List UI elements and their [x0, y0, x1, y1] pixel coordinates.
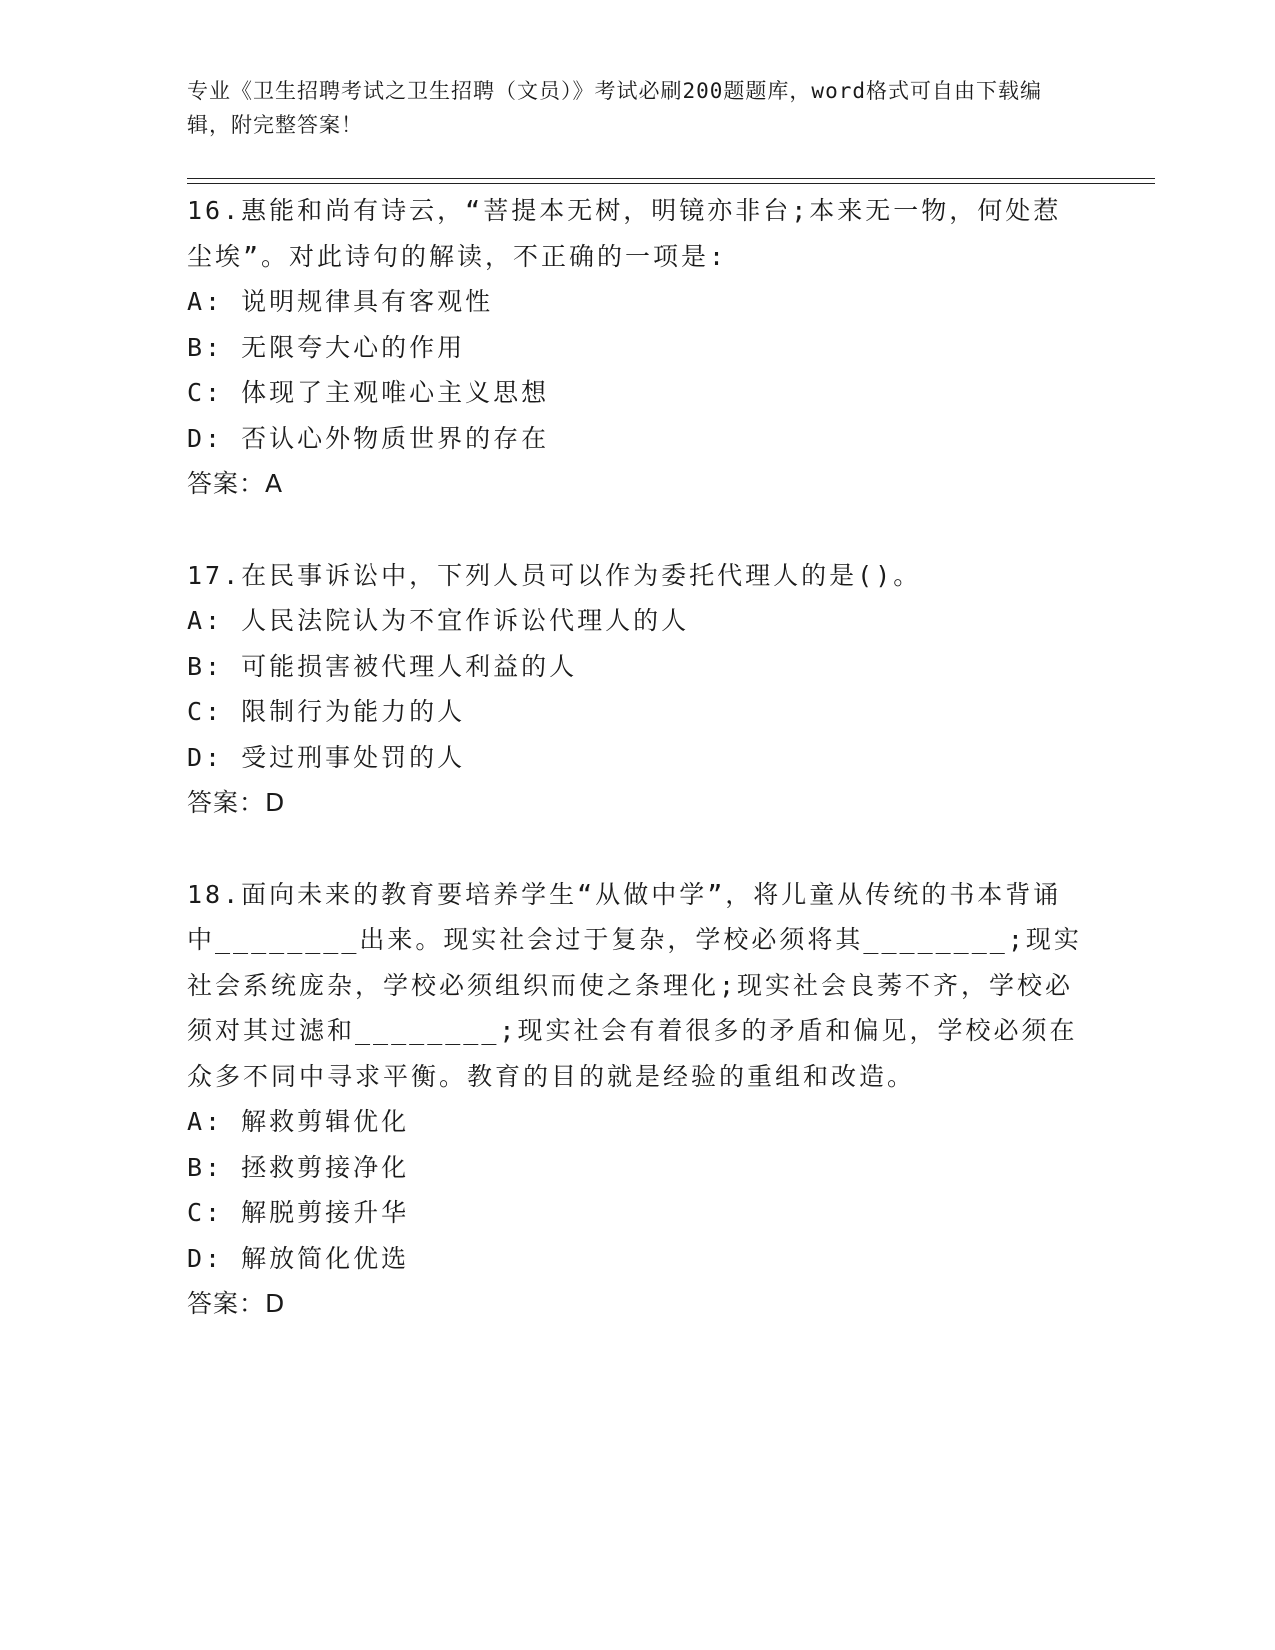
question-text: 18.面向未来的教育要培养学生“从做中学”，将儿童从传统的书本背诵中________出来。现实社会过于复杂，学校必须将其________;现实社会系统庞杂，学校必须组织而使之条理化;现实社会良莠不齐，学校必须对其过滤和________;现实社会有着很多的矛盾和偏见，学校必须在众多不同中寻求平衡。教育的目的就是经验的重组和改造。 — [187, 879, 1082, 1091]
option-key: C: — [187, 697, 224, 726]
option-key: B: — [187, 651, 224, 681]
option-key: C: — [187, 1198, 224, 1227]
option-text: 可能损害被代理人利益的人 — [241, 651, 578, 681]
option-d — [187, 735, 1087, 781]
answer-line: 答案：A — [187, 469, 284, 498]
option-c — [187, 1190, 1087, 1236]
option-key: A: — [187, 1107, 224, 1136]
question-list — [187, 188, 1087, 1373]
option-key: B: — [187, 332, 224, 362]
option-text: 说明规律具有客观性 — [241, 287, 494, 316]
option-text: 解放简化优选 — [241, 1243, 410, 1273]
question-17 — [187, 553, 1087, 826]
option-text: 解脱剪接升华 — [241, 1198, 410, 1227]
question-text: 17.在民事诉讼中，下列人员可以作为委托代理人的是()。 — [187, 560, 922, 590]
option-text: 否认心外物质世界的存在 — [241, 423, 550, 453]
option-key: B: — [187, 1152, 224, 1182]
option-b — [187, 1145, 1087, 1191]
option-key: A: — [187, 287, 224, 316]
question-text: 16.惠能和尚有诗云，“菩提本无树，明镜亦非台;本来无一物，何处惹尘埃”。对此诗句的解读，不正确的一项是: — [187, 196, 1062, 271]
header-divider-top — [187, 178, 1155, 179]
option-d — [187, 1236, 1087, 1282]
question-18 — [187, 872, 1087, 1327]
option-d — [187, 416, 1087, 462]
option-key: D: — [187, 742, 224, 772]
option-c — [187, 689, 1087, 735]
option-b — [187, 644, 1087, 690]
option-text: 受过刑事处罚的人 — [241, 742, 466, 772]
option-a — [187, 279, 1087, 325]
header-divider-bottom — [187, 183, 1155, 184]
document-header: 专业《卫生招聘考试之卫生招聘（文员）》考试必刷200题题库，word格式可自由下载编辑，附完整答案！ — [187, 79, 1042, 137]
option-a — [187, 1099, 1087, 1145]
option-key: D: — [187, 423, 224, 453]
option-text: 无限夸大心的作用 — [241, 332, 466, 362]
option-text: 人民法院认为不宜作诉讼代理人的人 — [241, 606, 690, 635]
option-key: C: — [187, 378, 224, 407]
option-c — [187, 370, 1087, 416]
option-text: 限制行为能力的人 — [241, 697, 466, 726]
option-key: A: — [187, 606, 224, 635]
answer-line: 答案：D — [187, 788, 286, 817]
option-a — [187, 598, 1087, 644]
question-16 — [187, 188, 1087, 507]
option-text: 拯救剪接净化 — [241, 1152, 410, 1182]
option-b — [187, 325, 1087, 371]
option-text: 解救剪辑优化 — [241, 1107, 410, 1136]
option-key: D: — [187, 1243, 224, 1273]
option-text: 体现了主观唯心主义思想 — [241, 378, 550, 407]
answer-line: 答案：D — [187, 1289, 286, 1318]
